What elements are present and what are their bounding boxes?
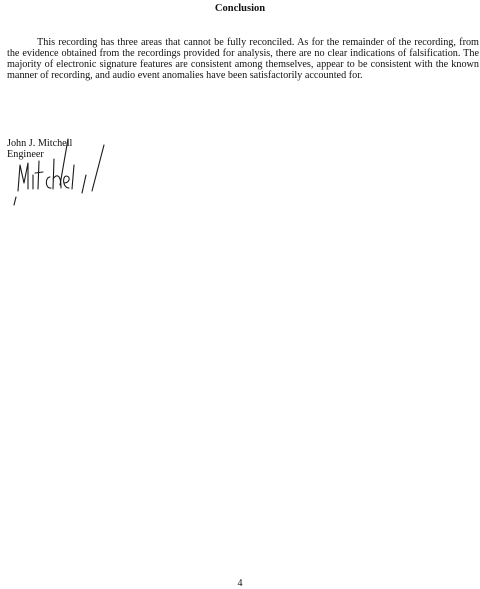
signer-title: Engineer (7, 149, 44, 160)
page-number: 4 (237, 578, 243, 589)
handwritten-signature (6, 135, 116, 207)
signer-name: John J. Mitchell (7, 138, 73, 149)
section-heading: Conclusion (214, 3, 266, 14)
conclusion-paragraph: This recording has three areas that cannot be fully reconciled. As for the remainder of the recording, from the evidence obtained from the recordings provided for analysis, there are no clear indications of falsification. The majority of electronic signature features are consistent among themselves, appear to be consistent with the known manner of recording, and audio event anomalies have been satisfactorily accounted for. (7, 37, 479, 81)
